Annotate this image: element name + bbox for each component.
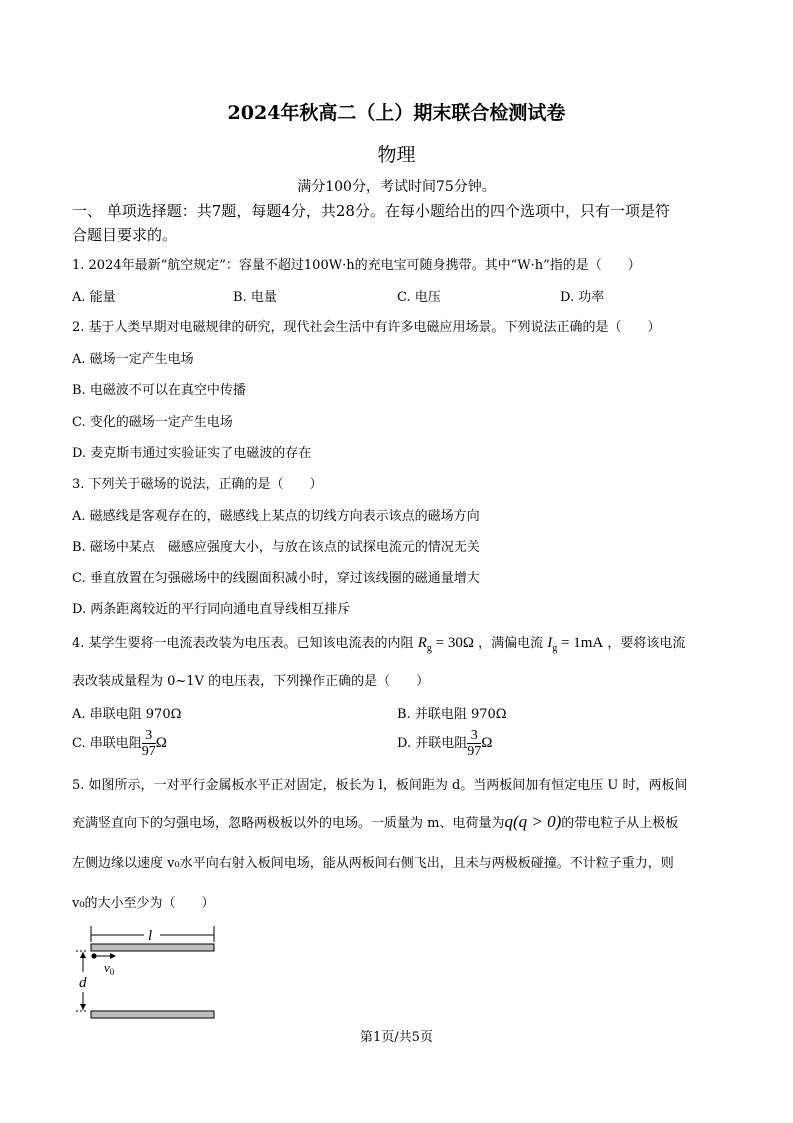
top-plate [91, 944, 214, 951]
q4-stem-part-a: 4. 某学生要将一电流表改装为电压表。已知该电流表的内阻 [72, 636, 414, 651]
omega-unit: Ω [481, 735, 493, 751]
velocity-symbol: v [104, 960, 110, 975]
q4-rg-value: = 30Ω [435, 635, 474, 651]
fraction-numerator: 3 [142, 728, 156, 744]
q4-stem-part-c: ，要将该电流 [607, 636, 686, 651]
q4-option-c-label: C. 串联电阻 [72, 736, 142, 751]
q4-ig-sub: g [552, 643, 558, 654]
q5-line4: v₀的大小至少为（ ） [72, 896, 215, 911]
q3-option-b: B. 磁场中某点 磁感应强度大小，与放在该点的试探电流元的情况无关 [72, 540, 480, 555]
velocity-subscript: 0 [109, 967, 115, 977]
omega-unit: Ω [155, 735, 167, 751]
q4-rg-symbol: R [417, 635, 427, 651]
q3-option-a: A. 磁感线是客观存在的，磁感线上某点的切线方向表示该点的磁场方向 [72, 509, 480, 524]
q4-option-d-label: D. 并联电阻 [397, 736, 468, 751]
exam-title: 2024年秋高二（上）期末联合检测试卷 [227, 102, 566, 124]
q5-charge-expression: q(q > 0) [504, 812, 562, 831]
exam-info: 满分100分，考试时间75分钟。 [297, 179, 496, 195]
q3-stem: 3. 下列关于磁场的说法，正确的是（ ） [72, 477, 323, 492]
length-label: l [148, 928, 153, 944]
q1-option-b: B. 电量 [233, 290, 277, 305]
subject-title: 物理 [377, 144, 416, 166]
q4-ig-formula [547, 635, 604, 654]
q5-line2 [72, 812, 678, 832]
section-heading-line2: 合题目要求的。 [72, 226, 178, 244]
distance-arrow-down [80, 1004, 86, 1010]
q1-option-a: A. 能量 [72, 290, 116, 305]
q4-rg-formula [417, 635, 474, 654]
charged-particle [91, 953, 96, 958]
q5-line1: 5. 如图所示，一对平行金属板水平正对固定，板长为 l，板间距为 d。当两板间加有恒定电压 U 时，两板间 [72, 778, 688, 793]
q4-ig-symbol: I [547, 635, 553, 651]
fraction-denominator: 97 [467, 744, 482, 759]
q2-stem: 2. 基于人类早期对电磁规律的研究，现代社会生活中有许多电磁应用场景。下列说法正确的是（ ） [72, 320, 661, 335]
velocity-label [104, 960, 115, 977]
q2-option-c: C. 变化的磁场一定产生电场 [72, 415, 233, 430]
q5-line2-tail: 的带电粒子从上极板 [561, 816, 679, 831]
q3-option-d: D. 两条距离较近的平行同向通电直导线相互排斥 [72, 602, 351, 617]
q4-ig-value: = 1mA [561, 635, 604, 651]
q2-option-d: D. 麦克斯韦通过实验证实了电磁波的存在 [72, 446, 312, 461]
bottom-plate [91, 1011, 214, 1018]
q4-option-b: B. 并联电阻 970Ω [397, 707, 507, 722]
q5-line3: 左侧边缘以速度 v₀水平向右射入板间电场，能从两板间右侧飞出，且未与两极板碰撞。不计粒子重力，则 [72, 856, 674, 871]
distance-label: d [79, 975, 87, 991]
fraction-numerator: 3 [467, 728, 481, 744]
parallel-plates-figure [70, 922, 230, 1026]
q2-option-b: B. 电磁波不可以在真空中传播 [72, 383, 246, 398]
q1-stem: 1. 2024年最新“航空规定”：容量不超过100W·h的充电宝可随身携带。其中“W·h”指的是（ ） [72, 258, 641, 273]
q1-option-d: D. 功率 [560, 290, 605, 305]
distance-arrow-up [80, 952, 86, 958]
q4-option-d-fraction [467, 728, 481, 759]
q4-option-c [72, 728, 167, 759]
velocity-arrowhead [110, 953, 116, 959]
q4-rg-sub: g [426, 643, 432, 654]
q4-stem-line2: 表改装成量程为 0~1V 的电压表，下列操作正确的是（ ） [72, 674, 430, 689]
q3-option-c: C. 垂直放置在匀强磁场中的线圈面积减小时，穿过该线圈的磁通量增大 [72, 571, 480, 586]
page-footer: 第1页/共5页 [360, 1030, 433, 1045]
q4-stem-line1 [72, 632, 685, 654]
q4-option-a: A. 串联电阻 970Ω [72, 707, 182, 722]
q4-option-d [397, 728, 492, 759]
q4-option-c-fraction [142, 728, 156, 759]
q1-option-c: C. 电压 [397, 290, 441, 305]
fraction-denominator: 97 [141, 744, 156, 759]
q5-line2-text: 充满竖直向下的匀强电场，忽略两极板以外的电场。一质量为 m、电荷量为 [72, 816, 505, 831]
q4-stem-part-b: ，满偏电流 [478, 636, 544, 651]
q2-option-a: A. 磁场一定产生电场 [72, 352, 194, 367]
section-heading-line1: 一、 单项选择题：共7题，每题4分，共28分。在每小题给出的四个选项中，只有一项是符 [72, 202, 670, 220]
